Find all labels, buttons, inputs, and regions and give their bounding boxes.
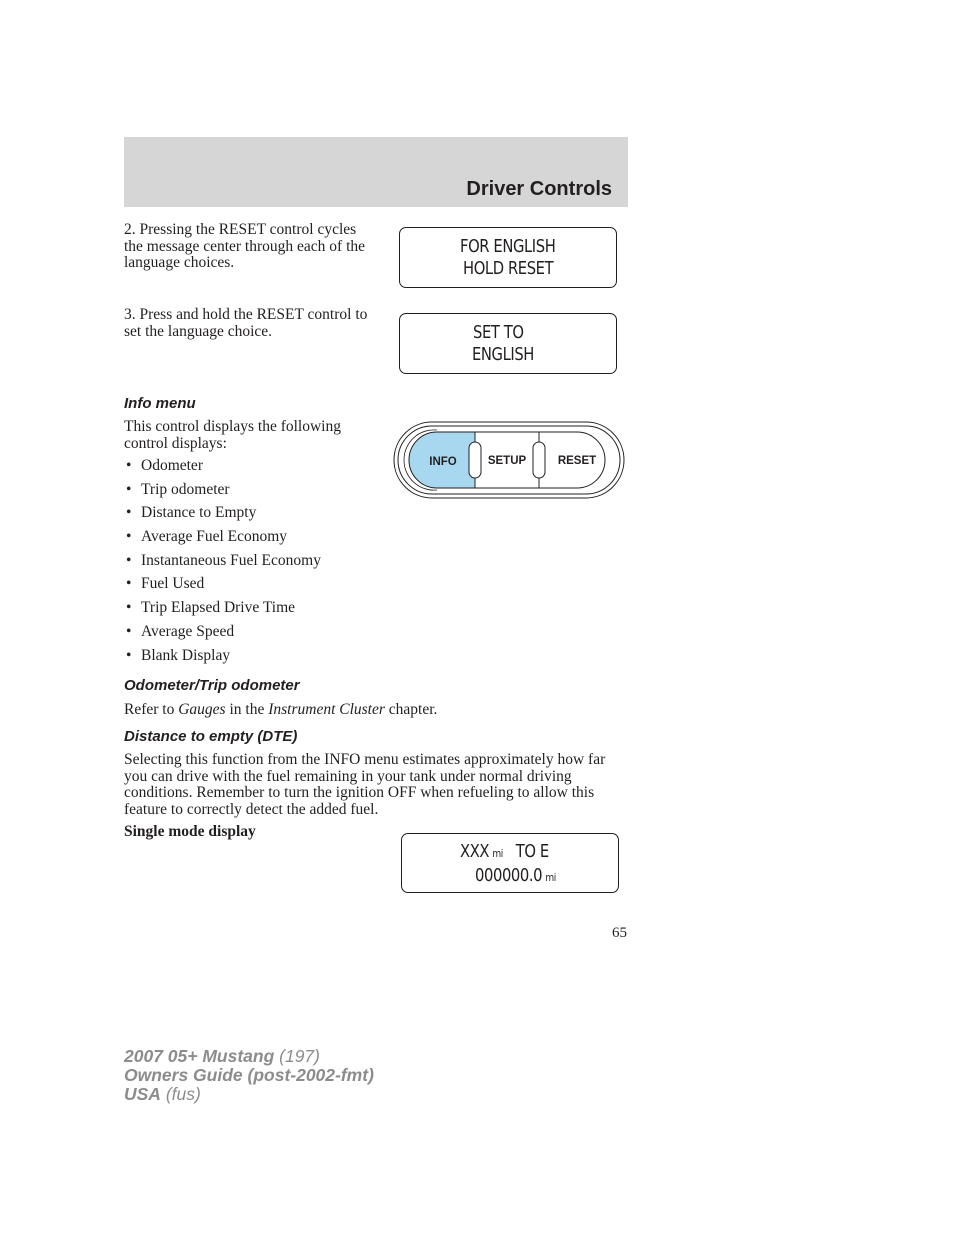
section-title: Driver Controls xyxy=(466,178,612,200)
section-header-band xyxy=(124,137,628,207)
footer-line-2: Owners Guide (post-2002-fmt) xyxy=(124,1065,374,1085)
page-number: 65 xyxy=(612,925,627,941)
lcd-display-dte xyxy=(401,833,619,893)
lcd-line-1: XXX mi TO E xyxy=(460,841,549,862)
info-menu-list xyxy=(124,456,321,669)
info-button-label: INFO xyxy=(429,456,457,468)
lcd-line-2: 000000.0 mi xyxy=(475,865,556,886)
single-mode-label: Single mode display xyxy=(124,823,256,840)
dte-text: Selecting this function from the INFO menu estimates approximately how far you can drive with the fuel remaining in your tank under normal driving conditions. Remember to turn the ignition OFF when refueling to allow this feature to correctly detect the added fuel. xyxy=(124,751,606,818)
list-item: • Blank Display xyxy=(126,646,231,664)
info-menu-intro: This control displays the following control displays: xyxy=(124,418,341,452)
footer-line-3: USA (fus) xyxy=(124,1084,201,1104)
footer-line-1: 2007 05+ Mustang (197) xyxy=(124,1046,320,1066)
step-2-text: 2. Pressing the RESET control cycles the message center through each of the language choices. xyxy=(124,221,366,271)
odometer-heading: Odometer/Trip odometer xyxy=(124,677,300,694)
list-item: • Average Speed xyxy=(126,622,235,640)
document-footer xyxy=(124,1047,374,1104)
list-item: • Trip odometer xyxy=(126,480,230,498)
lcd-display-for-english xyxy=(399,227,617,288)
list-item: • Distance to Empty xyxy=(126,504,257,522)
info-menu-heading: Info menu xyxy=(124,395,196,412)
lcd-line-1: SET TO xyxy=(473,322,524,343)
setup-button-label: SETUP xyxy=(487,455,527,467)
list-item: • Odometer xyxy=(126,457,203,474)
list-item: • Average Fuel Economy xyxy=(126,528,288,546)
dte-heading: Distance to empty (DTE) xyxy=(124,728,298,745)
lcd-line-1: FOR ENGLISH xyxy=(460,236,556,257)
step-3-text: 3. Press and hold the RESET control to set the language choice. xyxy=(124,306,368,340)
lcd-display-set-to-english xyxy=(399,313,617,374)
list-item: • Trip Elapsed Drive Time xyxy=(126,599,296,617)
lcd-line-2: ENGLISH xyxy=(472,344,534,365)
list-item: • Fuel Used xyxy=(126,575,205,593)
reset-button-label: RESET xyxy=(557,455,597,467)
list-item: • Instantaneous Fuel Economy xyxy=(126,551,321,569)
control-buttons-illustration xyxy=(393,421,625,499)
lcd-line-2: HOLD RESET xyxy=(463,258,554,279)
odometer-text: Refer to Gauges in the Instrument Cluster chapter. xyxy=(124,701,438,718)
